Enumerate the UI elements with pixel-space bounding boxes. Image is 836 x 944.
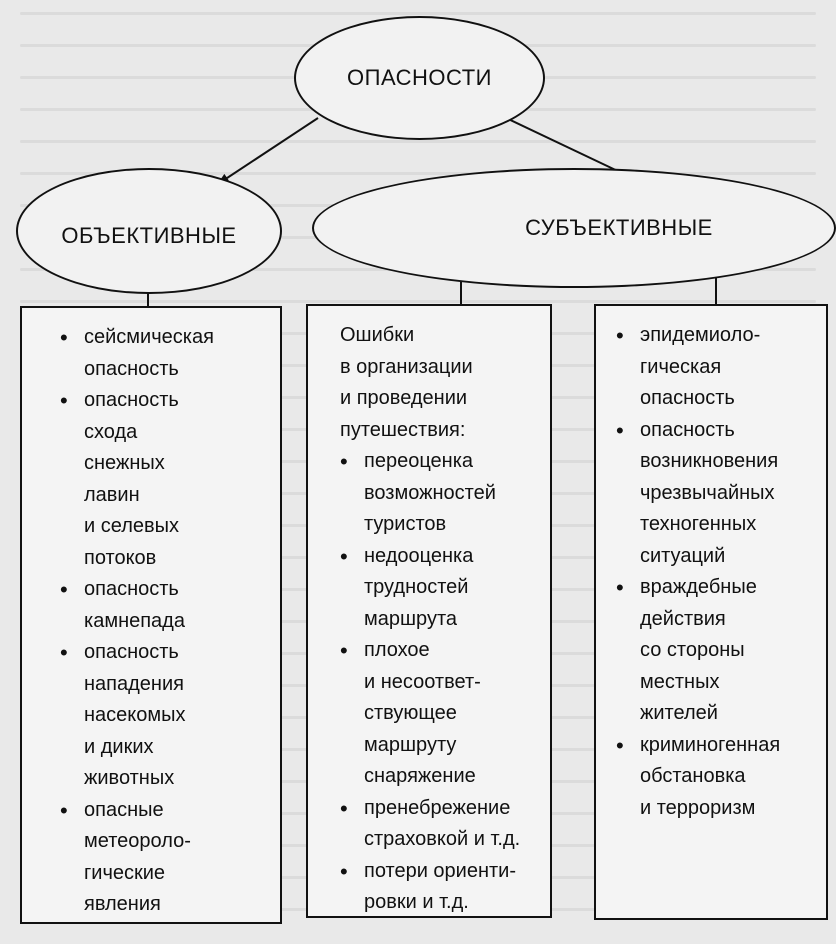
subjective-right-list [612,320,824,824]
list-item: • переоценка возможностей туристов [336,446,546,541]
list-item: • пренебрежение страховкой и т.д. [336,793,546,856]
list-item: • сейсмическая опасность [56,322,274,385]
objective-box [20,306,282,924]
list-item: • враждебные действия со стороны местных жителей [612,572,824,730]
list-item: • недооценка трудностей маршрута [336,541,546,636]
subjective-middle-box [306,304,552,918]
objective-list [56,322,274,921]
objective-ellipse [16,168,282,294]
list-item: • опасность схода снежных лавин и селевых потоков [56,385,274,574]
arrow-to-objective [218,118,318,184]
list-item: • опасные метеороло- гические явления [56,795,274,921]
subjective-ellipse [312,168,836,288]
subjective-middle-list [336,446,546,919]
list-item: • потери ориенти- ровки и т.д. [336,856,546,919]
subjective-heading: СУБЪЕКТИВНЫЕ [525,215,713,240]
list-item: • криминогенная обстановка и терроризм [612,730,824,825]
list-item: • плохое и несоответ- ствующее маршруту снаряжение [336,635,546,793]
list-item: • опасность возникновения чрезвычайных техногенных ситуаций [612,415,824,573]
list-item: • опасность камнепада [56,574,274,637]
list-item: • эпидемиоло- гическая опасность [612,320,824,415]
subjective-right-box [594,304,828,920]
main-ellipse [294,16,545,140]
list-item: • опасность нападения насекомых и диких животных [56,637,274,795]
errors-intro: Ошибки в организации и проведении путешествия: [340,324,473,441]
main-title: ОПАСНОСТИ [347,65,492,90]
objective-heading: ОБЪЕКТИВНЫЕ [61,223,237,248]
